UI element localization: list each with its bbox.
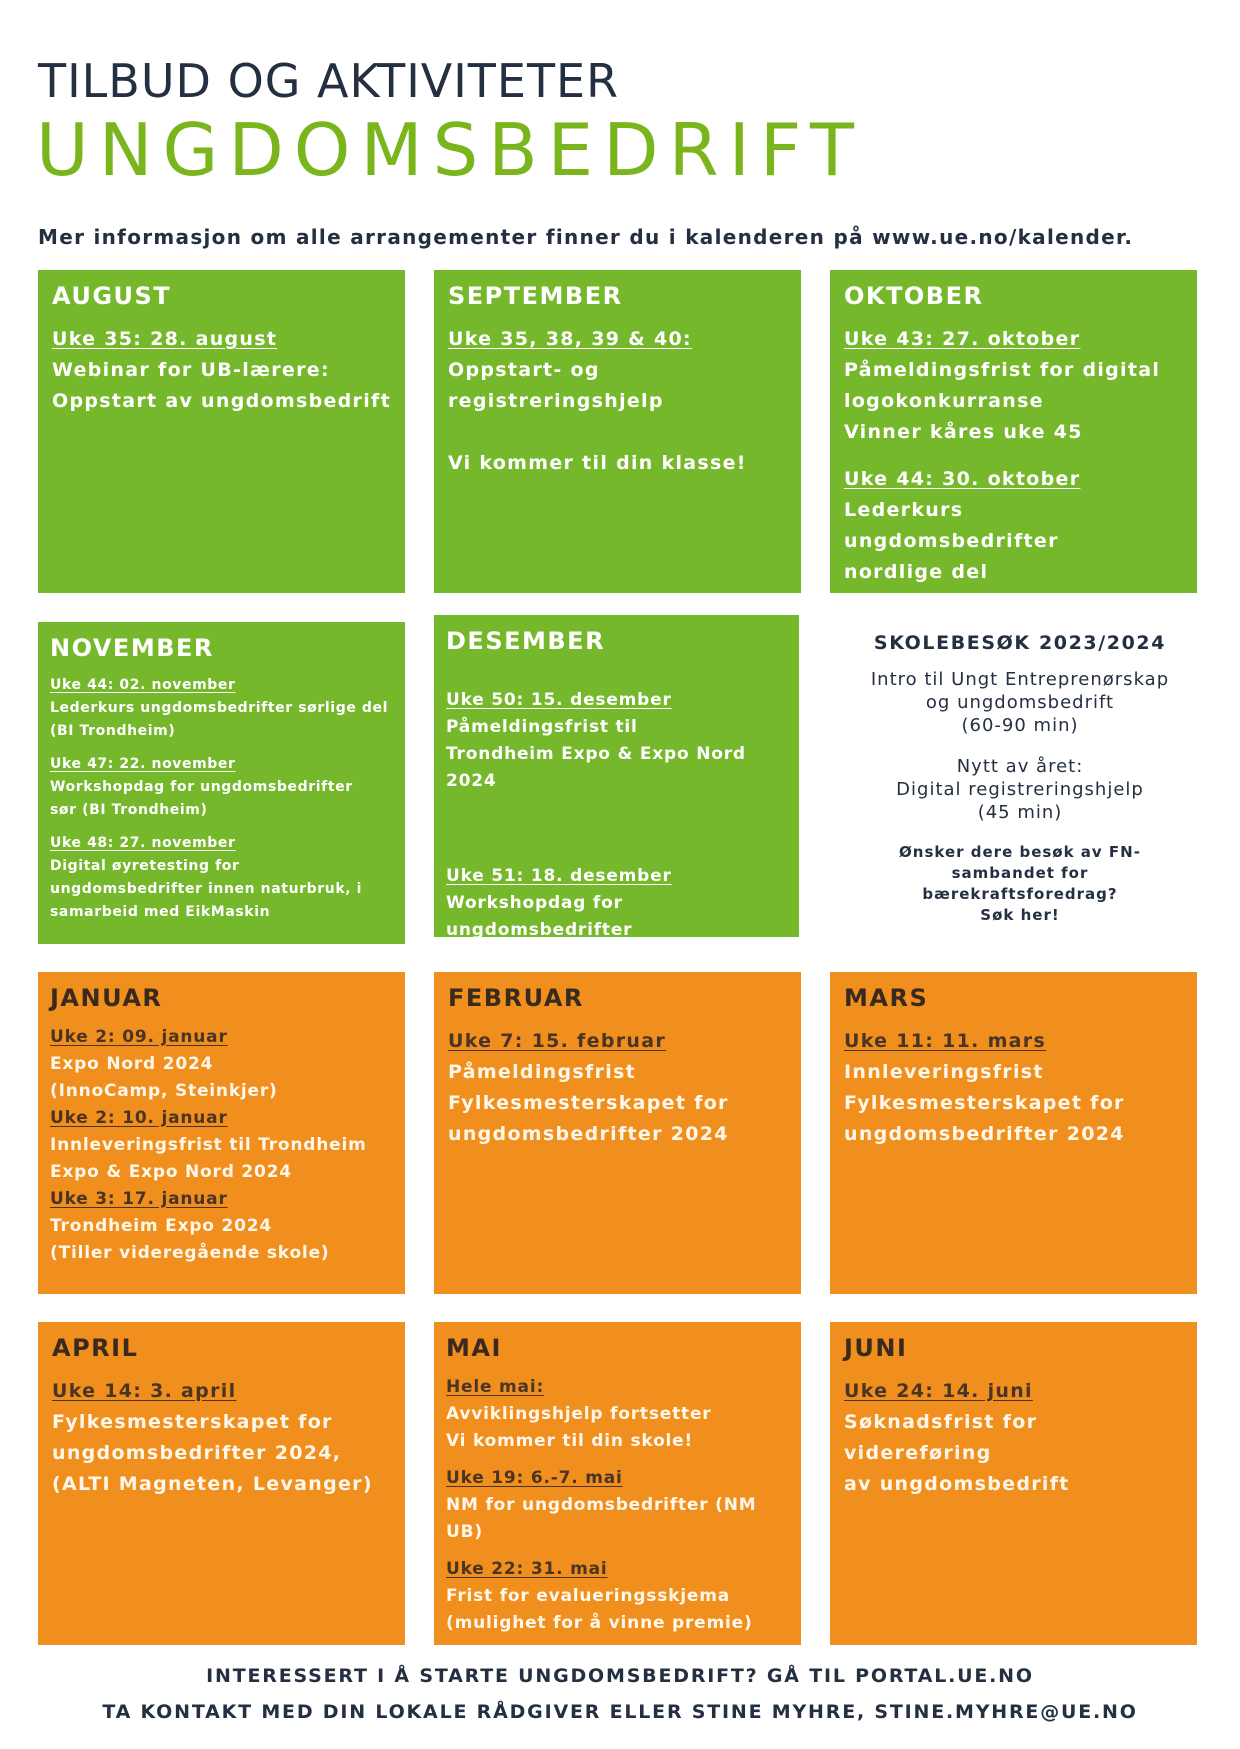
event-date: Uke 35, 38, 39 & 40: (448, 328, 692, 350)
month-title: MARS (844, 984, 929, 1012)
event (844, 1026, 1183, 1150)
month-box-august (38, 270, 405, 593)
event (844, 464, 1183, 588)
month-box-juni (830, 1322, 1197, 1645)
event (844, 324, 1183, 448)
month-box-april (38, 1322, 405, 1645)
month-box-oktober (830, 270, 1197, 593)
month-box-januar (38, 972, 405, 1294)
month-title: NOVEMBER (50, 634, 214, 662)
event-text: Expo Nord 2024 (InnoCamp, Steinkjer) (50, 1054, 278, 1101)
event (50, 1186, 393, 1267)
event (448, 324, 787, 479)
event (446, 687, 787, 795)
event (50, 753, 393, 822)
event-text: Innleveringsfrist Fylkesmesterskapet for ungdomsbedrifter 2024 (844, 1061, 1125, 1145)
event-date: Uke 47: 22. november (50, 756, 236, 772)
school-visit-panel (830, 632, 1210, 926)
title-line-1: TILBUD OG AKTIVITETER (38, 54, 620, 108)
footer-line-1[interactable]: INTERESSERT I Å STARTE UNGDOMSBEDRIFT? GÅ TIL PORTAL.UE.NO (206, 1665, 1034, 1687)
event-date: Uke 14: 3. april (52, 1380, 237, 1402)
event (52, 324, 391, 417)
event (446, 1556, 789, 1637)
event-text: Webinar for UB-lærere: Oppstart av ungdomsbedrift (52, 359, 391, 412)
event-text: NM for ungdomsbedrifter (NM UB) (446, 1495, 757, 1542)
event-date: Uke 43: 27. oktober (844, 328, 1081, 350)
event (50, 674, 393, 743)
event-text: Trondheim Expo 2024 (Tiller videregående skole) (50, 1216, 330, 1263)
event-text: Frist for evalueringsskjema (mulighet for å vinne premie) (446, 1586, 753, 1633)
event-date: Uke 11: 11. mars (844, 1030, 1047, 1052)
event-date: Uke 7: 15. februar (448, 1030, 667, 1052)
event-text: Lederkurs ungdomsbedrifter sørlige del (BI Trondheim) (50, 700, 388, 739)
month-title: MAI (446, 1334, 502, 1362)
event (446, 1374, 789, 1455)
event-text: Workshopdag for ungdomsbedrifter nord (InnoCamp) (446, 893, 633, 967)
event-date: Hele mai: (446, 1377, 545, 1397)
event-date: Uke 24: 14. juni (844, 1380, 1033, 1402)
month-title: OKTOBER (844, 282, 984, 310)
month-title: FEBRUAR (448, 984, 584, 1012)
month-box-desember (434, 615, 799, 967)
school-visit-title: SKOLEBESØK 2023/2024 (873, 632, 1167, 654)
event-date: Uke 50: 15. desember (446, 690, 672, 710)
month-title: SEPTEMBER (448, 282, 623, 310)
event-text: Lederkurs ungdomsbedrifter nordlige del (844, 499, 1059, 583)
event-date: Uke 19: 6.-7. mai (446, 1468, 623, 1488)
intro-text: Mer informasjon om alle arrangementer finner du i kalenderen på www.ue.no/kalender. (38, 225, 1134, 249)
event-text: Søknadsfrist for videreføring av ungdomsbedrift (844, 1411, 1070, 1495)
event-date: Uke 2: 10. januar (50, 1108, 228, 1128)
event-date: Uke 3: 17. januar (50, 1189, 228, 1209)
school-visit-new: Nytt av året: Digital registreringshjelp (45 min) (896, 756, 1144, 823)
month-title: JANUAR (50, 984, 163, 1012)
event-text: Fylkesmesterskapet for ungdomsbedrifter 2024, (ALTI Magneten, Levanger) (52, 1411, 373, 1495)
month-title: AUGUST (52, 282, 172, 310)
event-text: Påmeldingsfrist Fylkesmesterskapet for ungdomsbedrifter 2024 (448, 1061, 729, 1145)
event (52, 1376, 391, 1500)
event (448, 1026, 787, 1150)
event (446, 863, 787, 971)
event-text: Avviklingshjelp fortsetter Vi kommer til din skole! (446, 1404, 712, 1451)
event-date: Uke 44: 30. oktober (844, 468, 1081, 490)
month-title: JUNI (844, 1334, 908, 1362)
event-text: Påmeldingsfrist for digital logokonkurranse Vinner kåres uke 45 (844, 359, 1161, 443)
month-box-november (38, 622, 405, 944)
month-title: DESEMBER (446, 627, 606, 655)
event-date: Uke 44: 02. november (50, 677, 236, 693)
event-text: Workshopdag for ungdomsbedrifter sør (BI Trondheim) (50, 779, 353, 818)
event (50, 1024, 393, 1105)
month-box-mars (830, 972, 1197, 1294)
school-visit-intro: Intro til Ungt Entreprenørskap og ungdomsbedrift (60-90 min) (870, 669, 1170, 736)
event (50, 832, 393, 924)
event-text: Digital øyretesting for ungdomsbedrifter innen naturbruk, i samarbeid med EikMaskin (50, 858, 363, 920)
month-box-september (434, 270, 801, 593)
month-box-februar (434, 972, 801, 1294)
event-date: Uke 2: 09. januar (50, 1027, 228, 1047)
event-text: Påmeldingsfrist til Trondheim Expo & Expo Nord 2024 (446, 717, 746, 791)
event-text: Innleveringsfrist til Trondheim Expo & Expo Nord 2024 (50, 1135, 367, 1182)
event (50, 1105, 393, 1186)
title-line-2: UNGDOMSBEDRIFT (36, 108, 865, 192)
event-date: Uke 35: 28. august (52, 328, 278, 350)
event-text: Oppstart- og registreringshjelp Vi kommer til din klasse! (448, 359, 747, 474)
event-date: Uke 22: 31. mai (446, 1559, 608, 1579)
month-title: APRIL (52, 1334, 139, 1362)
event (446, 1465, 789, 1546)
month-box-mai (434, 1322, 801, 1645)
school-visit-fn-link[interactable]: Ønsker dere besøk av FN- sambandet for bærekraftsforedrag? Søk her! (899, 843, 1141, 924)
event-date: Uke 48: 27. november (50, 835, 236, 851)
footer-line-2[interactable]: TA KONTAKT MED DIN LOKALE RÅDGIVER ELLER STINE MYHRE, STINE.MYHRE@UE.NO (102, 1701, 1138, 1723)
event (844, 1376, 1183, 1500)
event-date: Uke 51: 18. desember (446, 866, 672, 886)
